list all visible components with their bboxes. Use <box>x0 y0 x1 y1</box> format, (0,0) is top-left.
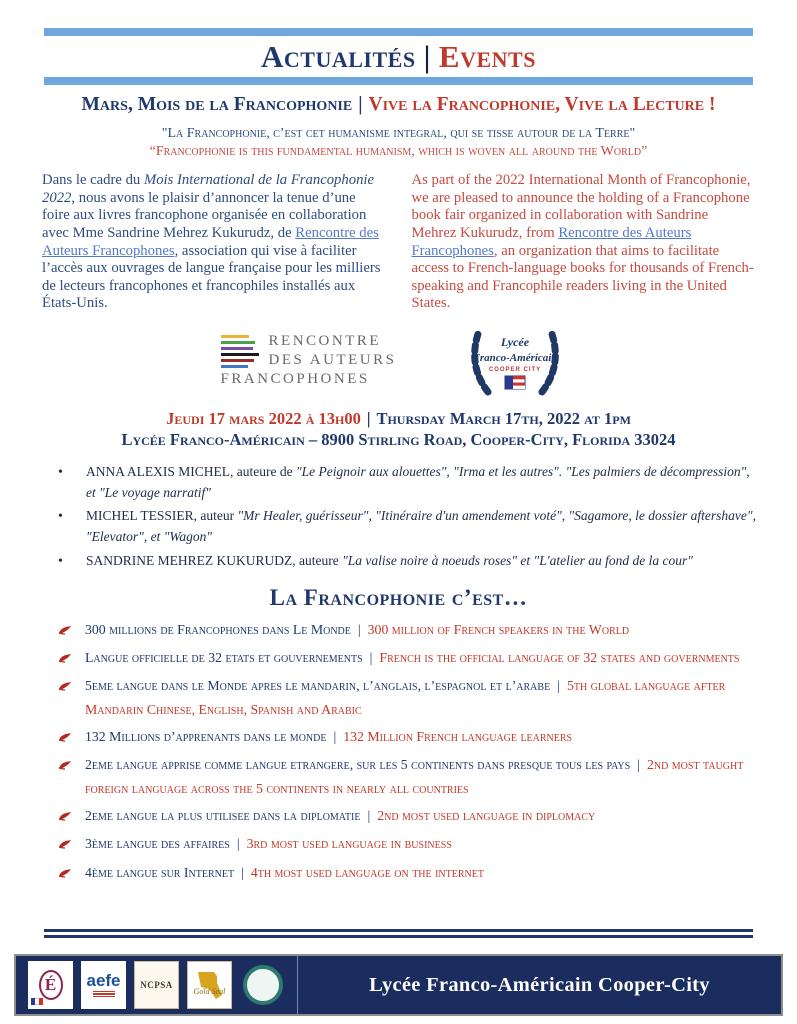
fact-item <box>58 833 761 856</box>
gold-seal-script: Gold Seal <box>193 987 226 996</box>
ncpsa-wordmark: NCPSA <box>140 980 173 990</box>
facts-list <box>58 619 761 890</box>
intro-fr-emphasis: Mois International de la Francophonie 2022 <box>42 172 375 206</box>
author-role: , auteur <box>193 508 238 524</box>
fact-french: 300 millions de Francophones dans Le Monde <box>85 621 351 637</box>
aefe-tagline-lines-icon <box>93 991 115 999</box>
title-english: Events <box>438 39 536 74</box>
author-item <box>58 506 757 547</box>
fact-french: 4ème langue sur Internet <box>85 864 235 880</box>
aefe-wordmark: aefe <box>86 970 121 990</box>
raf-logo-line1: RENCONTRE <box>268 333 382 350</box>
fact-item <box>58 675 761 721</box>
fact-separator: | <box>357 621 361 637</box>
fleuron-bullet-icon <box>58 755 85 777</box>
fact-english: 3rd most used language in business <box>246 836 452 852</box>
footer-bar <box>14 954 783 1016</box>
facts-heading: La Francophonie c’est… <box>269 584 528 610</box>
usa-france-flag-icon <box>505 376 525 389</box>
fact-separator: | <box>236 836 240 852</box>
fleuron-bullet-icon <box>58 620 85 642</box>
education-nationale-letter: É <box>39 970 63 1000</box>
lycee-logo-line1: Lycée <box>501 335 530 350</box>
event-date-line <box>0 409 797 429</box>
raf-colored-lines-icon <box>221 335 259 368</box>
author-name: ANNA ALEXIS MICHEL <box>86 464 230 480</box>
event-date-french: Jeudi 17 mars 2022 à 13h00 <box>166 409 361 429</box>
author-works: "La valise noire à noeuds roses" et "L'atelier au fond de la cour" <box>342 552 693 568</box>
bottom-accent-bar <box>44 77 753 85</box>
subtitle <box>0 94 797 116</box>
raf-logo-line2: DES AUTEURS <box>268 352 397 369</box>
footer-logos <box>16 956 298 1014</box>
lycee-logo-city: COOPER CITY <box>489 367 542 374</box>
florida-shape-icon <box>195 968 225 1002</box>
author-role: , auteure <box>292 552 343 568</box>
fact-english: 132 Million French language learners <box>343 729 573 744</box>
footer-school-name: Lycée Franco-Américain Cooper-City <box>369 973 710 996</box>
fact-english: 4th most used language on the internet <box>250 864 484 880</box>
fact-french: 132 Millions d’apprenants dans le monde <box>85 729 327 744</box>
author-name: MICHEL TESSIER <box>86 508 194 524</box>
page-title <box>0 36 797 77</box>
intro-en-lead: As part of the 2022 International Month of Francophonie, we are pleased to announce the holding of a Francophone book fair organized in collaboration with Sandrine Mehrez Kukurudz, from <box>411 172 751 241</box>
subtitle-separator: | <box>358 94 363 115</box>
fleuron-bullet-icon <box>58 834 85 856</box>
intro-fr-lead: Dans le cadre du <box>42 172 144 188</box>
fact-item <box>58 754 761 800</box>
accreditation-seal-logo <box>240 961 285 1009</box>
fact-separator: | <box>637 757 640 773</box>
fact-french: Langue officielle de 32 etats et gouvernements <box>85 649 363 665</box>
fleuron-bullet-icon <box>58 806 85 828</box>
fact-item <box>58 805 761 828</box>
intro-paragraph-french <box>42 172 386 313</box>
fact-french: 5eme langue dans le Monde apres le mandarin, l’anglais, l’espagnol et l’arabe <box>85 678 551 694</box>
raf-link-french[interactable]: Rencontre des Auteurs Francophones <box>42 224 379 259</box>
authors-list <box>58 462 757 575</box>
fact-item <box>58 862 761 885</box>
fact-separator: | <box>557 678 560 694</box>
author-item <box>58 462 757 503</box>
author-item <box>58 551 757 572</box>
intro-paragraph-english <box>412 172 756 313</box>
fact-french: 3ème langue des affaires <box>85 836 230 852</box>
fact-english: 300 million of French speakers in the World <box>367 621 630 637</box>
education-nationale-logo <box>28 961 73 1009</box>
lycee-wreath-logo <box>454 318 576 402</box>
lycee-logo-line2: Franco-Américain <box>472 352 558 365</box>
fact-item <box>58 726 761 749</box>
double-rule-divider <box>44 929 753 938</box>
page-bottom <box>0 929 797 1024</box>
fleuron-bullet-icon <box>58 727 85 749</box>
bullet-icon: • <box>58 465 63 481</box>
fact-english: French is the official language of 32 states and governments <box>379 649 740 665</box>
event-date-english: Thursday March 17th, 2022 at 1pm <box>376 409 631 429</box>
fact-french: 2eme langue la plus utilisee dans la diplomatie <box>85 808 361 824</box>
author-role: , auteure de <box>230 464 296 480</box>
rencontre-auteurs-francophones-logo <box>221 332 397 388</box>
partner-logos-row <box>0 317 797 403</box>
author-name: SANDRINE MEHREZ KUKURUDZ <box>86 552 293 568</box>
raf-logo-line3: FRANCOPHONES <box>220 370 370 387</box>
fact-english: 2nd most taught foreign language across the 5 continents in nearly all countries <box>85 757 744 796</box>
fact-item <box>58 647 761 670</box>
fleuron-bullet-icon <box>58 863 85 885</box>
top-accent-bar <box>44 28 753 36</box>
aefe-logo <box>81 961 126 1009</box>
subtitle-french: Mars, Mois de la Francophonie <box>81 94 353 115</box>
title-separator: | <box>423 39 431 74</box>
fact-english: 2nd most used language in diplomacy <box>377 808 596 824</box>
intro-columns <box>42 172 755 313</box>
gold-seal-logo <box>187 961 232 1009</box>
quote-english: “Francophonie is this fundamental humanism, which is woven all around the World” <box>149 144 648 159</box>
fleuron-bullet-icon <box>58 676 85 698</box>
intro-en-tail: , an organization that aims to facilitate access to French-language books for thousands of French-speaking and Francophile readers living in the United States. <box>411 242 754 312</box>
french-flag-icon <box>31 998 43 1005</box>
intro-fr-mid: , nous avons le plaisir d’annoncer la tenue d’une foire aux livres francophone organisée en collaboration avec Mme Sandrine Mehrez Kukurudz, de <box>42 189 367 241</box>
fact-french: 2eme langue apprise comme langue etrangere, sur les 5 continents dans presque tous les pays <box>85 757 631 773</box>
fact-separator: | <box>369 649 373 665</box>
quote-french: "La Francophonie, c’est cet humanisme integral, qui se tisse autour de la Terre" <box>161 126 636 141</box>
fact-item <box>58 619 761 642</box>
fact-separator: | <box>333 729 337 744</box>
round-seal-icon <box>243 965 283 1005</box>
title-french: Actualités <box>261 39 416 74</box>
author-works: "Mr Healer, guérisseur", "Itinéraire d'un amendement voté", "Sagamore, le dossier aftershave", "Elevator", et "Wagon" <box>86 508 756 545</box>
bullet-icon: • <box>58 509 63 525</box>
bullet-icon: • <box>58 553 63 569</box>
fact-separator: | <box>241 864 244 880</box>
author-works: "Le Peignoir aux alouettes", "Irma et les autres". "Les palmiers de décompression", et "Le voyage narratif" <box>86 464 750 501</box>
raf-link-english[interactable]: Rencontre des Auteurs Francophones <box>411 224 692 259</box>
ncpsa-logo <box>134 961 179 1009</box>
subtitle-english: Vive la Francophonie, Vive la Lecture ! <box>368 94 716 115</box>
event-date-separator: | <box>366 409 371 429</box>
intro-fr-tail: , association qui vise à faciliter l’accès aux ouvrages de langue française pour les milliers de lecteurs francophones et francophiles installés aux États-Unis. <box>42 242 381 312</box>
fleuron-bullet-icon <box>58 648 85 670</box>
event-venue-line: Lycée Franco-Américain – 8900 Stirling Road, Cooper-City, Florida 33024 <box>121 430 676 450</box>
fact-separator: | <box>367 808 371 824</box>
fact-english: 5th global language after Mandarin Chinese, English, Spanish and Arabic <box>85 678 726 717</box>
